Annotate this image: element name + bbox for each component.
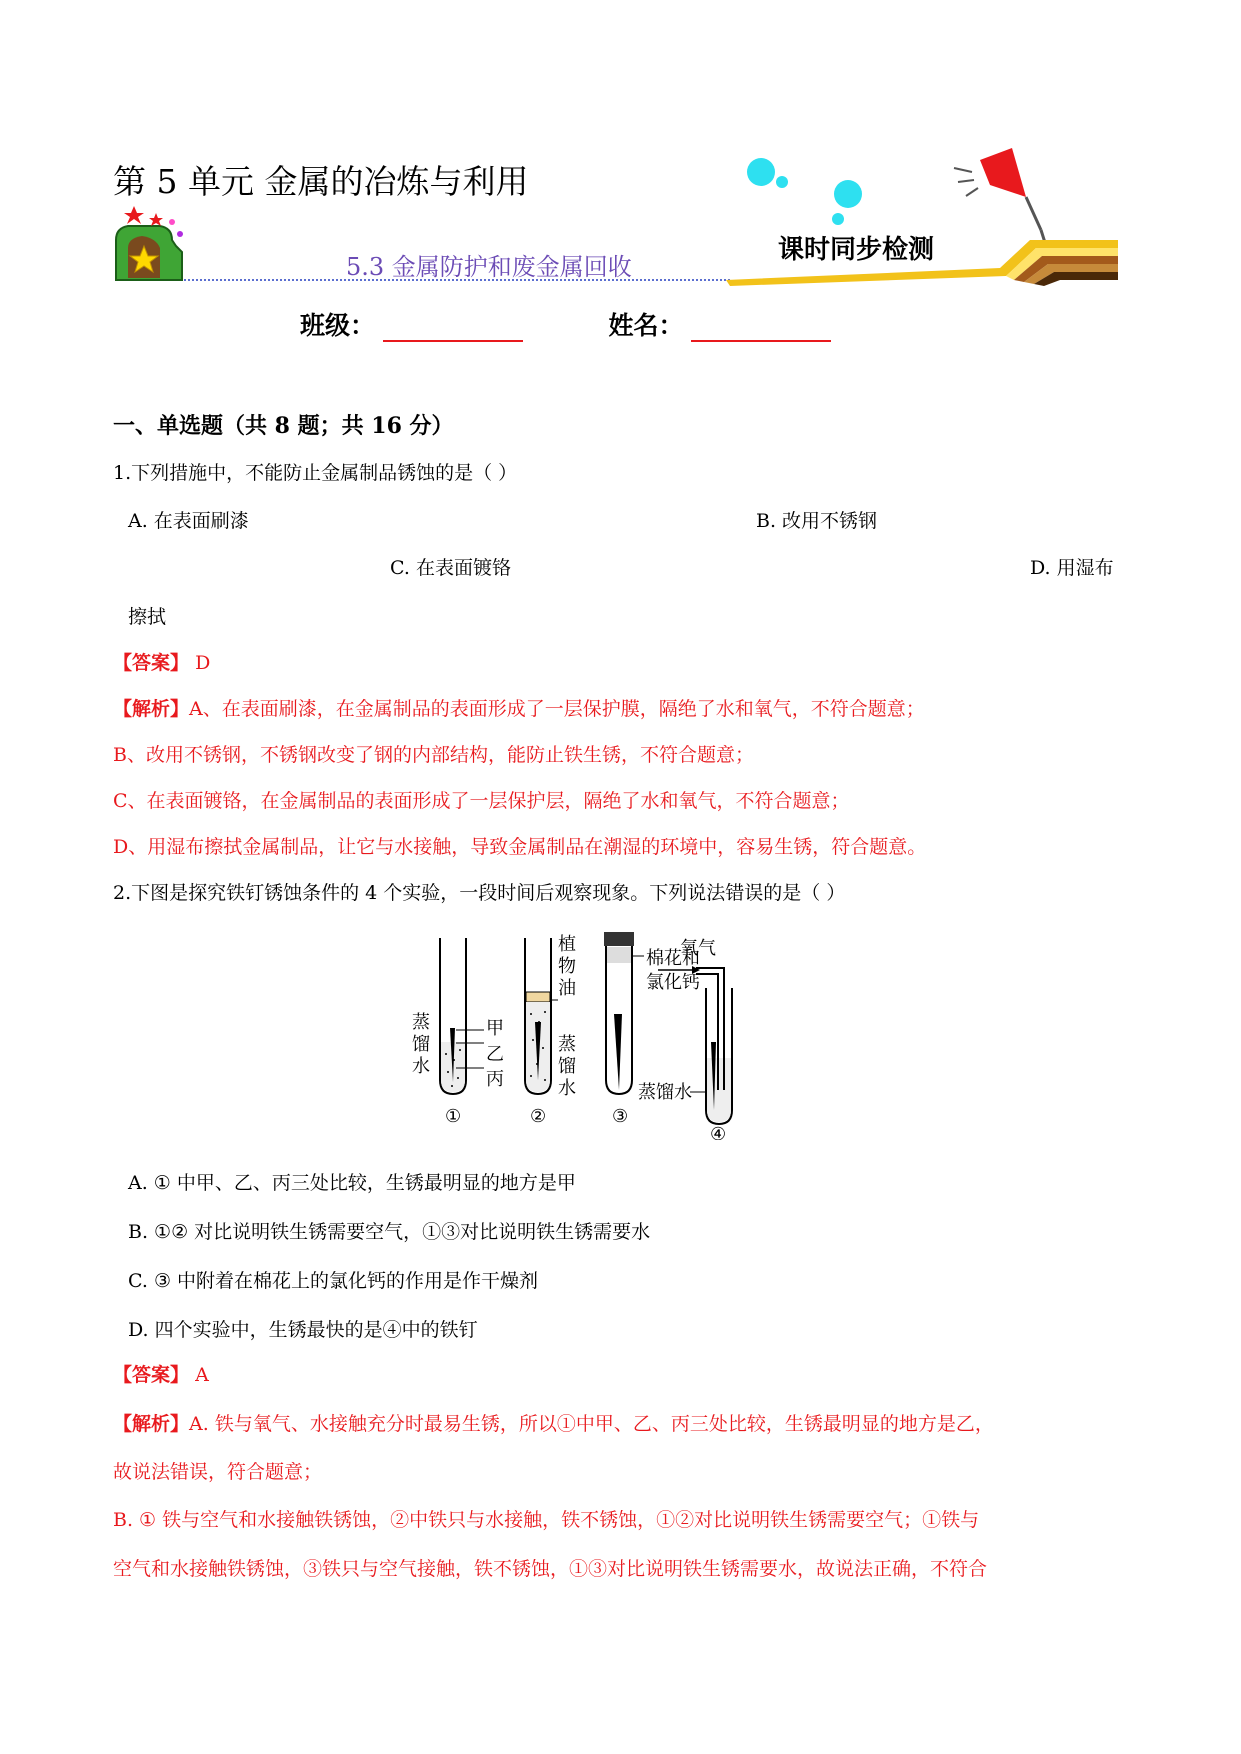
fig-num-4: ④ — [710, 1124, 727, 1140]
class-name-row — [300, 306, 839, 342]
fig-water-2-text-char: 水 — [558, 1078, 576, 1099]
q1-option-a[interactable]: A. 在表面刷漆 — [128, 510, 249, 532]
fig-water-label-1-text-char: 水 — [412, 1056, 430, 1077]
q2-analysis-2b: 空气和水接触铁锈蚀，③铁只与空气接触，铁不锈蚀，①③对比说明铁生锈需要水，故说法正确，不符合 — [113, 1558, 988, 1580]
q1-answer-tag: 【答案】 — [113, 652, 190, 674]
q2-option-a[interactable]: A. ① 中甲、乙、丙三处比较，生锈最明显的地方是甲 — [128, 1172, 576, 1194]
q1-stem: 1.下列措施中，不能防止金属制品锈蚀的是（ ） — [113, 462, 518, 484]
fig-oil-label — [558, 934, 576, 999]
fig-oxygen-label: 氧气 — [680, 938, 716, 959]
test-tube-2-icon — [525, 938, 551, 1094]
fig-jia: 甲 — [486, 1018, 504, 1039]
q2-option-d[interactable]: D. 四个实验中，生锈最快的是④中的铁钉 — [128, 1319, 478, 1341]
unit-title: 第 5 单元 金属的冶炼与利用 — [113, 162, 529, 201]
q2-option-b[interactable]: B. ①② 对比说明铁生锈需要空气，①③对比说明铁生锈需要水 — [128, 1221, 651, 1243]
fig-oil-text-char: 油 — [558, 978, 576, 999]
q1-option-d[interactable]: D. 用湿布 — [1030, 557, 1114, 579]
q1-analysis-3: C、在表面镀铬，在金属制品的表面形成了一层保护层，隔绝了水和氧气，不符合题意； — [113, 790, 850, 812]
q1-analysis-1-text: A、在表面刷漆，在金属制品的表面形成了一层保护膜，隔绝了水和氧气，不符合题意； — [189, 698, 925, 720]
test-tube-1-icon — [440, 938, 484, 1094]
fig-num-2: ② — [530, 1106, 547, 1127]
fig-water-label-1-text-char: 蒸 — [412, 1012, 430, 1033]
q1-analysis-2: B、改用不锈钢，不锈钢改变了钢的内部结构，能防止铁生锈，不符合题意； — [113, 744, 754, 766]
fig-water-label-4: 蒸馏水 — [638, 1082, 692, 1103]
q2-analysis-2a: B. ① 铁与空气和水接触铁锈蚀，②中铁只与水接触，铁不锈蚀，①②对比说明铁生锈需要空气；①铁与 — [113, 1509, 980, 1531]
test-tube-4-icon — [696, 968, 732, 1124]
q2-analysis-tag: 【解析】 — [113, 1413, 190, 1435]
q1-option-d-continued: 擦拭 — [128, 606, 167, 628]
q2-answer — [113, 1364, 209, 1386]
q1-answer — [113, 652, 210, 674]
q1-option-c[interactable]: C. 在表面镀铬 — [390, 557, 511, 579]
q2-stem: 2.下图是探究铁钉锈蚀条件的 4 个实验，一段时间后观察现象。下列说法错误的是（ ） — [113, 882, 846, 904]
q2-analysis-1b: 故说法错误，符合题意； — [113, 1461, 323, 1483]
fig-num-1: ① — [445, 1106, 462, 1127]
fig-water-2-text-char: 蒸 — [558, 1034, 576, 1055]
fig-water-label-1 — [412, 1012, 430, 1077]
stamp-text: 课时同步检测 — [778, 235, 935, 265]
class-blank[interactable] — [383, 316, 523, 342]
fig-cotton-label-2: 氯化钙 — [646, 972, 700, 993]
q1-analysis-1 — [113, 698, 925, 720]
name-label: 姓名： — [608, 311, 684, 340]
lesson-title: 5.3 金属防护和废金属回收 — [346, 253, 632, 281]
fig-cotton-label-1: 棉花和 — [646, 948, 700, 969]
q2-analysis-1a-text: A. 铁与氧气、水接触充分时最易生锈，所以①中甲、乙、丙三处比较，生锈最明显的地方是乙， — [189, 1413, 994, 1435]
fig-water-label-1-text-char: 馏 — [412, 1034, 430, 1055]
fig-num-3: ③ — [612, 1106, 629, 1127]
section-heading: 一、单选题（共 8 题；共 16 分） — [113, 413, 454, 439]
q2-answer-tag: 【答案】 — [113, 1364, 190, 1386]
fig-yi: 乙 — [486, 1044, 504, 1065]
q1-answer-value: D — [195, 652, 211, 674]
q1-analysis-4: D、用湿布擦拭金属制品，让它与水接触，导致金属制品在潮湿的环境中，容易生锈，符合题意。 — [113, 836, 927, 858]
q2-figure-svg — [400, 930, 840, 1140]
fig-oil-text-char: 物 — [558, 956, 576, 977]
fig-water-2-text-char: 馏 — [558, 1056, 576, 1077]
name-blank[interactable] — [691, 316, 831, 342]
q2-option-c[interactable]: C. ③ 中附着在棉花上的氯化钙的作用是作干燥剂 — [128, 1270, 539, 1292]
q2-answer-value: A — [195, 1364, 209, 1386]
fig-oil-text-char: 植 — [558, 934, 576, 955]
star-emblem-icon — [116, 206, 183, 280]
q2-analysis-1a — [113, 1413, 994, 1435]
q1-option-b[interactable]: B. 改用不锈钢 — [756, 510, 878, 532]
test-tube-3-icon — [604, 932, 634, 1094]
q2-figure — [400, 930, 840, 1140]
fig-water-label-2 — [558, 1034, 576, 1099]
fig-bing: 丙 — [486, 1069, 504, 1090]
q1-analysis-tag: 【解析】 — [113, 698, 190, 720]
class-label: 班级： — [300, 311, 376, 340]
